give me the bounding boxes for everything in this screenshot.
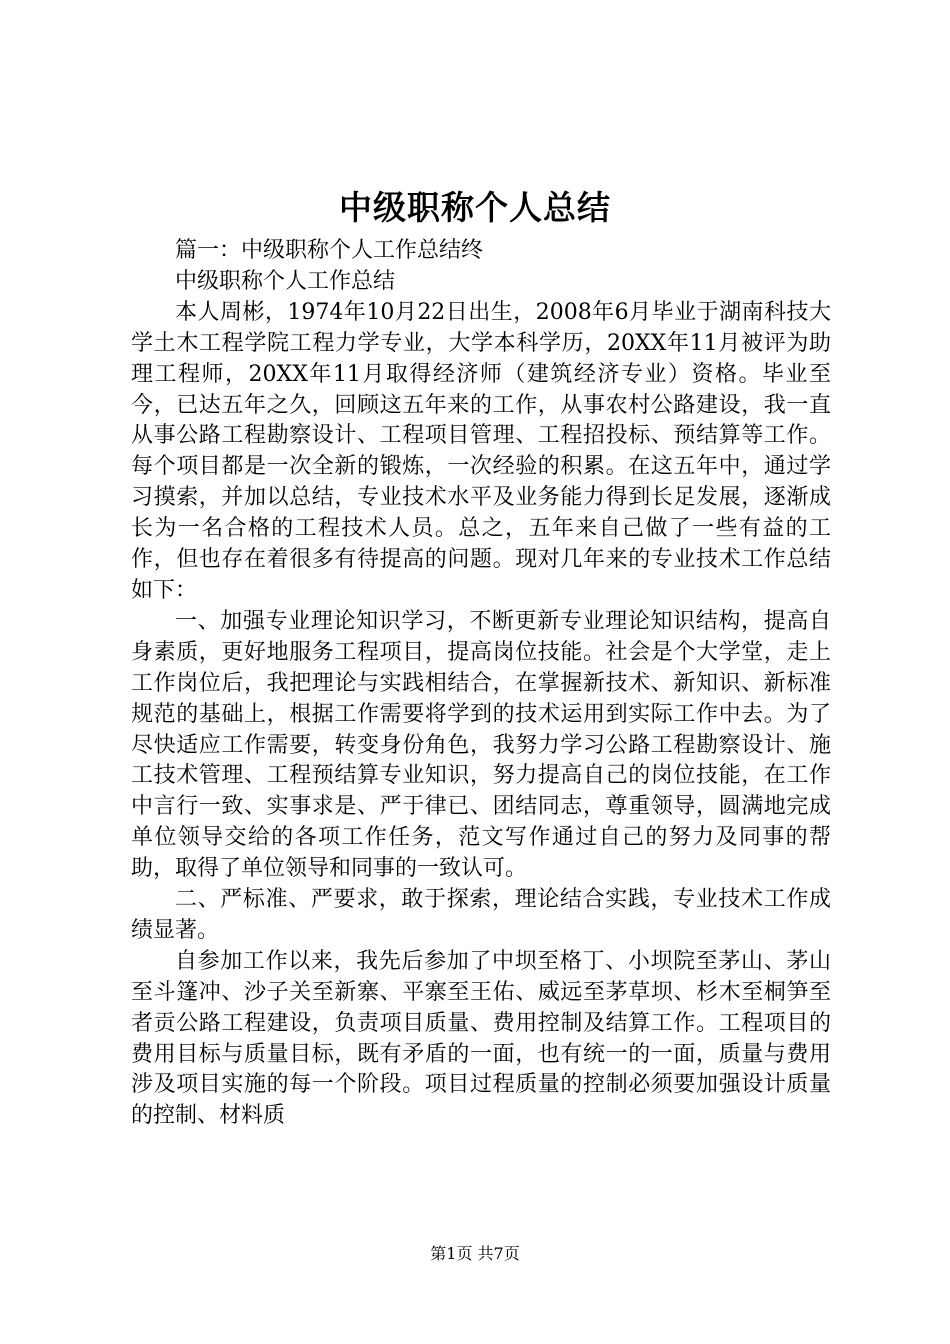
page-footer: 第1页 共7页 — [430, 1244, 520, 1263]
paragraph: 二、严标准、严要求，敢于探索，理论结合实践，专业技术工作成绩显著。 — [131, 887, 831, 943]
document-title: 中级职称个人总结 — [339, 188, 611, 227]
document-body — [131, 236, 831, 1132]
paragraph: 本人周彬，1974年10月22日出生，2008年6月毕业于湖南科技大学土木工程学院工程力学专业，大学本科学历，20XX年11月被评为助理工程师，20XX年11月取得经济师（建筑经济专业）资格。毕业至今，已达五年之久，回顾这五年来的工作，从事农村公路建设，我一直从事公路工程勘察设计、工程项目管理、工程招投标、预结算等工作。每个项目都是一次全新的锻炼，一次经验的积累。在这五年中，通过学习摸索，并加以总结，专业技术水平及业务能力得到长足发展，逐渐成长为一名合格的工程技术人员。总之，五年来自己做了一些有益的工作，但也存在着很多有待提高的问题。现对几年来的专业技术工作总结如下： — [131, 299, 831, 603]
paragraph: 自参加工作以来，我先后参加了中坝至格丁、小坝院至茅山、茅山至斗篷冲、沙子关至新寨、平寨至王佑、威远至茅草坝、杉木至桐笋至者贡公路工程建设，负责项目质量、费用控制及结算工作。工程项目的费用目标与质量目标，既有矛盾的一面，也有统一的一面，质量与费用涉及项目实施的每一个阶段。项目过程质量的控制必须要加强设计质量的控制、材料质 — [131, 948, 831, 1129]
paragraph: 一、加强专业理论知识学习，不断更新专业理论知识结构，提高自身素质，更好地服务工程项目，提高岗位技能。社会是个大学堂，走上工作岗位后，我把理论与实践相结合，在掌握新技术、新知识、新标准规范的基础上，根据工作需要将学到的技术运用到实际工作中去。为了尽快适应工作需要，转变身份角色，我努力学习公路工程勘察设计、施工技术管理、工程预结算专业知识，努力提高自己的岗位技能，在工作中言行一致、实事求是、严于律已、团结同志，尊重领导，圆满地完成单位领导交给的各项工作任务，范文写作通过自己的努力及同事的帮助，取得了单位领导和同事的一致认可。 — [131, 608, 831, 882]
paragraph: 篇一：中级职称个人工作总结终 — [175, 238, 484, 263]
paragraph: 中级职称个人工作总结 — [175, 268, 396, 294]
